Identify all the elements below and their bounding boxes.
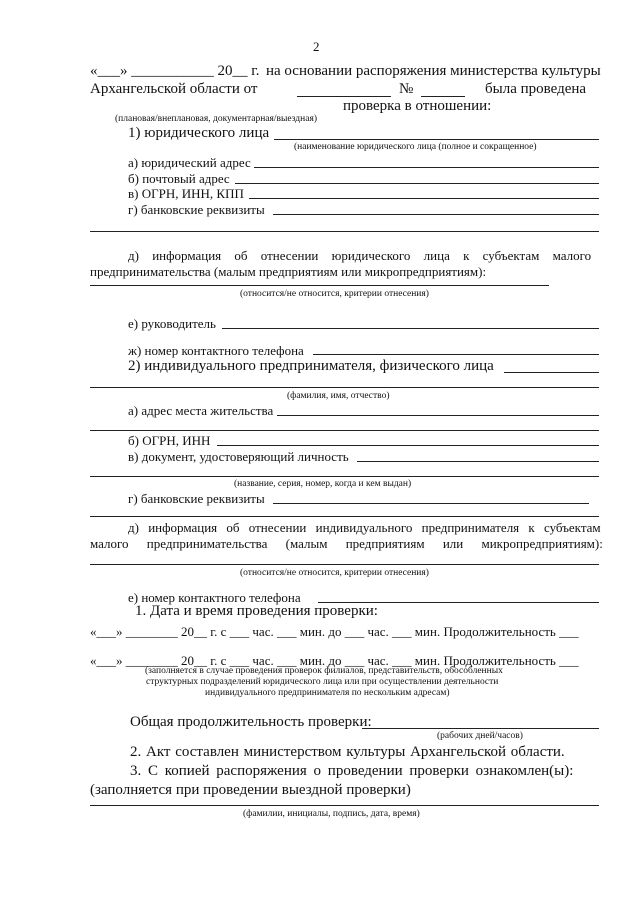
copy-acknowledgement: 3. С копией распоряжения о проведении проверки ознакомлен(ы): bbox=[130, 763, 574, 779]
legal-sme-info-text: д) информация об отнесении юридического лица к субъектам малого bbox=[128, 248, 592, 263]
total-duration-hint: (рабочих дней/часов) bbox=[437, 731, 523, 741]
intro-basis: на основании распоряжения министерства культуры bbox=[266, 63, 601, 79]
datetime-heading: 1. Дата и время проведения проверки: bbox=[135, 603, 378, 619]
order-number-line[interactable] bbox=[421, 96, 465, 97]
legal-address-line[interactable] bbox=[254, 167, 599, 168]
page-number: 2 bbox=[313, 39, 320, 54]
total-duration-label: Общая продолжительность проверки: bbox=[130, 714, 372, 730]
legal-sme-info-line[interactable] bbox=[90, 285, 549, 286]
identity-document-label: в) документ, удостоверяющий личность bbox=[128, 449, 349, 464]
intro-inspection-of: проверка в отношении: bbox=[343, 98, 492, 114]
inspection-type-hint: (плановая/внеплановая, документарная/выездная) bbox=[115, 114, 317, 124]
residence-address-line-2[interactable] bbox=[90, 430, 599, 431]
ogrn-inn-kpp-line[interactable] bbox=[249, 198, 599, 199]
identity-document-line-2[interactable] bbox=[90, 476, 599, 477]
individual-sme-info-text: д) информация об отнесении индивидуального предпринимателя к субъектам bbox=[128, 520, 601, 535]
legal-phone-label: ж) номер контактного телефона bbox=[128, 343, 304, 358]
datetime-note-1: (заполняется в случае проведения проверок филиалов, представительств, обособленных bbox=[145, 666, 503, 676]
head-line[interactable] bbox=[222, 328, 599, 329]
legal-address-label: а) юридический адрес bbox=[128, 155, 251, 170]
intro-region: Архангельской области от bbox=[90, 81, 258, 97]
individual-sme-hint: (относится/не относится, критерии отнесения) bbox=[240, 568, 429, 578]
identity-document-hint: (название, серия, номер, когда и кем выдан) bbox=[234, 479, 412, 489]
individual-name-line[interactable] bbox=[504, 372, 599, 373]
individual-ogrn-inn-line[interactable] bbox=[217, 445, 599, 446]
legal-sme-info-line2: предпринимательства (малым предприятиям или микропредприятиям): bbox=[90, 264, 487, 279]
copy-acknowledgement-note: (заполняется при проведении выездной проверки) bbox=[90, 782, 411, 798]
individual-sme-info-line[interactable] bbox=[90, 564, 599, 565]
legal-sme-hint: (относится/не относится, критерии отнесения) bbox=[240, 289, 429, 299]
individual-phone-label: е) номер контактного телефона bbox=[128, 590, 301, 605]
individual-sme-info-line2: малого предпринимательства (малым предприятиям или микропредприятиям): bbox=[90, 536, 603, 551]
datetime-note-3: индивидуального предпринимателя по нескольким адресам) bbox=[205, 688, 450, 698]
legal-entity-name-line[interactable] bbox=[274, 139, 599, 140]
total-duration-line[interactable] bbox=[362, 728, 599, 729]
individual-name-line-2[interactable] bbox=[90, 387, 599, 388]
legal-phone-line[interactable] bbox=[313, 354, 599, 355]
individual-bank-details-label: г) банковские реквизиты bbox=[128, 491, 265, 506]
postal-address-label: б) почтовый адрес bbox=[128, 171, 230, 186]
individual-name-hint: (фамилия, имя, отчество) bbox=[287, 391, 390, 401]
datetime-row-1: «___» ________ 20__ г. с ___ час. ___ мин. до ___ час. ___ мин. Продолжительность ___ bbox=[90, 624, 579, 639]
datetime-row-2: «___» ________ 20__ г. с ___ час. ___ мин. до ___ час. ___ мин. Продолжительность ___ bbox=[90, 653, 579, 668]
act-statement: 2. Акт составлен министерством культуры Архангельской области. bbox=[130, 744, 565, 760]
intro-date: «___» ___________ 20__ г. bbox=[90, 63, 260, 79]
individual-heading: 2) индивидуального предпринимателя, физического лица bbox=[128, 358, 494, 374]
legal-bank-details-line[interactable] bbox=[273, 214, 599, 215]
ogrn-inn-kpp-label: в) ОГРН, ИНН, КПП bbox=[128, 186, 244, 201]
legal-entity-name-hint: (наименование юридического лица (полное и сокращенное) bbox=[294, 142, 537, 152]
legal-sme-info-line1 bbox=[128, 249, 599, 262]
residence-address-label: а) адрес места жительства bbox=[128, 403, 274, 418]
order-number-sign: № bbox=[399, 81, 414, 97]
legal-entity-heading: 1) юридического лица bbox=[128, 125, 270, 141]
individual-bank-details-line[interactable] bbox=[273, 503, 589, 504]
individual-sme-info-line1 bbox=[128, 521, 599, 534]
individual-ogrn-inn-label: б) ОГРН, ИНН bbox=[128, 433, 211, 448]
residence-address-line[interactable] bbox=[277, 415, 599, 416]
individual-bank-details-line-2[interactable] bbox=[90, 516, 599, 517]
copy-signature-hint: (фамилии, инициалы, подпись, дата, время) bbox=[243, 809, 420, 819]
intro-conducted: была проведена bbox=[485, 81, 587, 97]
order-date-line[interactable] bbox=[297, 96, 391, 97]
identity-document-line[interactable] bbox=[357, 461, 599, 462]
postal-address-line[interactable] bbox=[235, 183, 599, 184]
legal-bank-details-label: г) банковские реквизиты bbox=[128, 202, 265, 217]
copy-signature-line[interactable] bbox=[90, 805, 599, 806]
legal-bank-details-line-2[interactable] bbox=[90, 231, 599, 232]
datetime-note-2: структурных подразделений юридического лица или при осуществлении деятельности bbox=[146, 677, 499, 687]
head-label: е) руководитель bbox=[128, 316, 216, 331]
